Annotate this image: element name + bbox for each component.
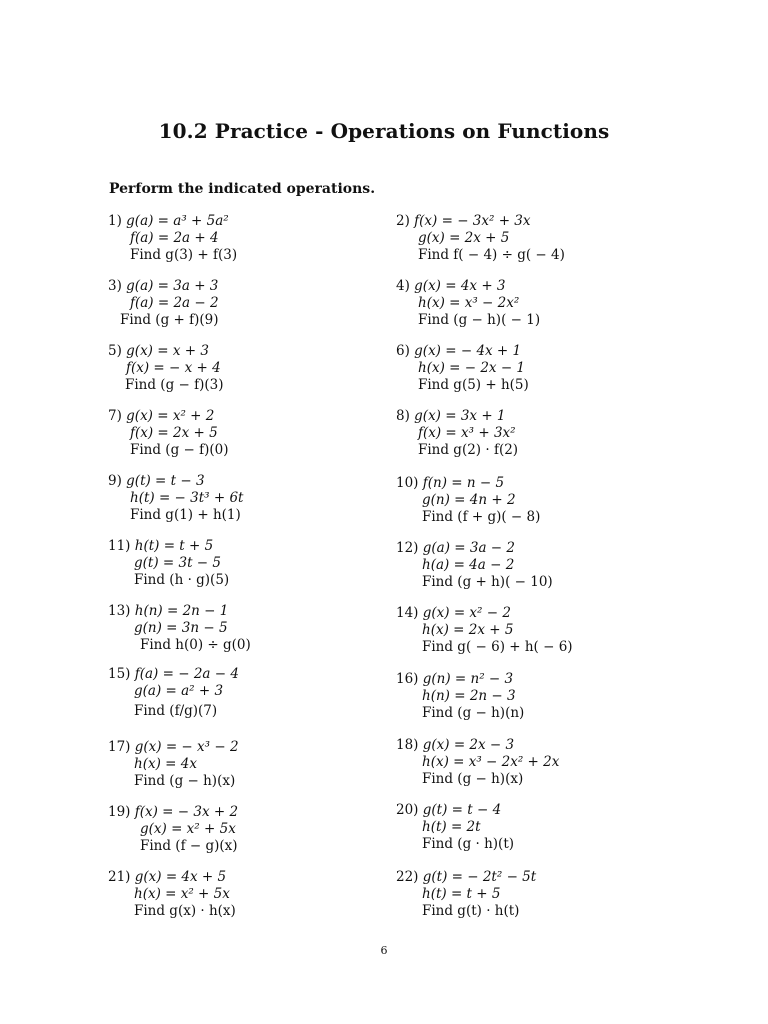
problem-line: h(x) = 2x + 5	[422, 622, 514, 638]
problem-line: f(n) = n − 5	[422, 475, 505, 491]
problem-line: Find (g − f)(0)	[130, 442, 229, 458]
problem-line: Find (g − h)(n)	[422, 705, 525, 721]
problem-line: g(x) = x + 3	[126, 343, 209, 359]
problem-line: f(a) = 2a − 2	[130, 295, 219, 311]
problem-11	[108, 538, 229, 589]
problem-line: g(x) = x² + 5x	[140, 821, 236, 837]
problem-line: f(a) = − 2a − 4	[134, 666, 239, 682]
problem-number: 21)	[108, 869, 131, 885]
problem-number: 15)	[108, 666, 131, 682]
problem-number: 20)	[396, 802, 419, 818]
problem-line: Find g(t) · h(t)	[422, 903, 520, 919]
problem-number: 4)	[396, 278, 410, 294]
problem-13	[108, 603, 251, 654]
problem-number: 18)	[396, 737, 419, 753]
problem-22	[396, 869, 536, 920]
problem-number: 9)	[108, 473, 122, 489]
page-title: 10.2 Practice - Operations on Functions	[158, 119, 610, 143]
problem-number: 10)	[396, 475, 419, 491]
problem-17	[108, 739, 239, 790]
problem-number: 3)	[108, 278, 122, 294]
problem-line: Find g(3) + f(3)	[130, 247, 238, 263]
problem-number: 14)	[396, 605, 419, 621]
problem-line: g(x) = x² + 2	[126, 408, 215, 424]
problem-line: Find h(0) ÷ g(0)	[140, 637, 251, 653]
problem-number: 1)	[108, 213, 122, 229]
problem-line: f(a) = 2a + 4	[130, 230, 219, 246]
problem-line: h(t) = t + 5	[422, 886, 501, 902]
problem-18	[396, 737, 559, 788]
problem-7	[108, 408, 229, 459]
problem-number: 7)	[108, 408, 122, 424]
problem-line: h(t) = t + 5	[134, 538, 214, 554]
problem-line: Find (f − g)(x)	[140, 838, 238, 854]
problem-line: Find g(x) · h(x)	[134, 903, 236, 919]
problem-line: g(t) = t − 3	[126, 473, 205, 489]
problem-line: f(x) = x³ + 3x²	[418, 425, 516, 441]
problem-line: h(n) = 2n − 1	[134, 603, 229, 619]
problem-line: f(x) = − 3x + 2	[134, 804, 239, 820]
problem-line: Find (g − f)(3)	[125, 377, 224, 393]
problem-6	[396, 343, 529, 394]
problem-12	[396, 540, 553, 591]
problem-number: 12)	[396, 540, 419, 556]
instructions: Perform the indicated operations.	[109, 181, 376, 197]
problem-16	[396, 671, 524, 722]
problem-line: h(x) = x³ − 2x²	[418, 295, 520, 311]
problem-line: g(x) = 4x + 5	[134, 869, 227, 885]
problem-2	[396, 213, 565, 264]
problem-15	[108, 666, 239, 722]
problem-number: 16)	[396, 671, 419, 687]
problem-19	[108, 804, 238, 855]
problem-line: Find (g − h)(x)	[134, 773, 236, 789]
problem-line: f(x) = − 3x² + 3x	[414, 213, 531, 229]
problem-line: f(x) = − x + 4	[126, 360, 221, 376]
problem-line: g(a) = a² + 3	[134, 683, 224, 699]
problem-line: Find (g − h)( − 1)	[418, 312, 541, 328]
problem-line: Find (f/g)(7)	[134, 703, 218, 719]
problem-line: g(x) = 2x + 5	[418, 230, 510, 246]
problem-line: h(t) = 2t	[422, 819, 481, 835]
problem-line: g(t) = − 2t² − 5t	[422, 869, 537, 885]
problem-line: Find g(1) + h(1)	[130, 507, 241, 523]
problem-line: g(x) = 4x + 3	[414, 278, 506, 294]
problem-line: h(x) = − 2x − 1	[418, 360, 526, 376]
problem-5	[108, 343, 224, 394]
problem-line: Find (h · g)(5)	[134, 572, 230, 588]
problem-line: Find (g · h)(t)	[422, 836, 515, 852]
problem-20	[396, 802, 514, 853]
problem-line: Find (g − h)(x)	[422, 771, 524, 787]
problem-line: h(x) = 4x	[134, 756, 197, 772]
problem-number: 13)	[108, 603, 131, 619]
problem-line: Find g(5) + h(5)	[418, 377, 529, 393]
problem-number: 8)	[396, 408, 410, 424]
problem-line: h(x) = x³ − 2x² + 2x	[422, 754, 560, 770]
problem-line: h(t) = − 3t³ + 6t	[130, 490, 244, 506]
problem-number: 19)	[108, 804, 131, 820]
problem-line: h(a) = 4a − 2	[422, 557, 515, 573]
problem-line: h(n) = 2n − 3	[422, 688, 516, 704]
problem-number: 6)	[396, 343, 410, 359]
problem-1	[108, 213, 237, 264]
problem-line: f(x) = 2x + 5	[130, 425, 218, 441]
problem-line: Find g( − 6) + h( − 6)	[422, 639, 573, 655]
problem-number: 22)	[396, 869, 419, 885]
problem-line: h(x) = x² + 5x	[134, 886, 230, 902]
problem-9	[108, 473, 243, 524]
problem-line: g(t) = 3t − 5	[134, 555, 221, 571]
problem-line: g(a) = 3a − 2	[422, 540, 515, 556]
problem-21	[108, 869, 236, 920]
problem-line: Find (g + f)(9)	[120, 312, 219, 328]
problem-line: Find g(2) · f(2)	[418, 442, 519, 458]
problem-line: g(x) = − x³ − 2	[134, 739, 239, 755]
problem-line: g(x) = x² − 2	[422, 605, 511, 621]
problem-10	[396, 475, 540, 526]
problem-line: g(a) = a³ + 5a²	[126, 213, 229, 229]
problem-line: g(n) = 4n + 2	[422, 492, 516, 508]
problem-number: 2)	[396, 213, 410, 229]
problem-line: g(a) = 3a + 3	[126, 278, 219, 294]
problem-14	[396, 605, 573, 656]
problem-number: 5)	[108, 343, 122, 359]
problem-line: g(t) = t − 4	[422, 802, 502, 818]
problem-8	[396, 408, 518, 459]
problem-line: Find (g + h)( − 10)	[422, 574, 553, 590]
problem-line: g(x) = − 4x + 1	[414, 343, 522, 359]
problem-line: g(n) = 3n − 5	[134, 620, 228, 636]
problem-line: g(n) = n² − 3	[422, 671, 514, 687]
page-number: 6	[380, 944, 388, 957]
problem-number: 17)	[108, 739, 131, 755]
problem-line: Find f( − 4) ÷ g( − 4)	[418, 247, 565, 263]
problem-line: g(x) = 3x + 1	[414, 408, 506, 424]
problem-line: g(x) = 2x − 3	[422, 737, 515, 753]
problem-line: Find (f + g)( − 8)	[422, 509, 541, 525]
problem-number: 11)	[108, 538, 131, 554]
problem-4	[396, 278, 540, 329]
problem-3	[108, 278, 219, 329]
